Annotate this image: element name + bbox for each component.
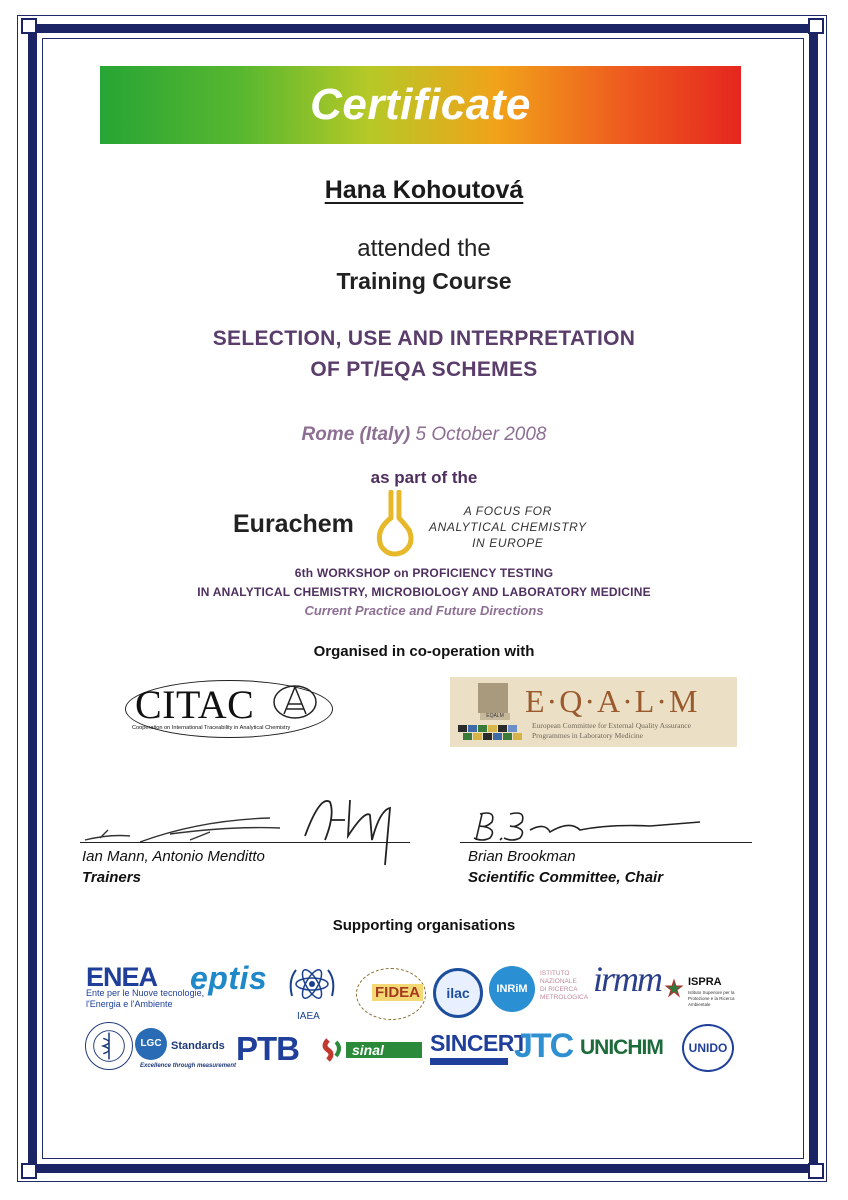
iaea-atom-icon xyxy=(286,960,338,1012)
lgc-standards-label: Standards xyxy=(171,1040,225,1052)
fidea-logo: FIDEA xyxy=(372,984,423,1001)
part-of-text: as part of the xyxy=(370,468,478,487)
eurachem-tagline-line-3: IN EUROPE xyxy=(472,536,544,550)
signatory-role-chair: Scientific Committee, Chair xyxy=(468,869,664,886)
enea-subtitle xyxy=(86,988,204,1010)
corner-ornament-bottom-left xyxy=(21,1163,37,1179)
eurachem-tagline-line-2: ANALYTICAL CHEMISTRY xyxy=(429,520,587,534)
ispra-logo: ISPRA xyxy=(688,976,722,988)
course-type: Training Course xyxy=(336,268,512,294)
corner-ornament-bottom-right xyxy=(808,1163,824,1179)
lgc-tagline: Excellence through measurement xyxy=(140,1063,237,1069)
citac-subtitle: Cooperation on International Traceability in Analytical Chemistry xyxy=(132,725,291,731)
cooperation-text: Organised in co-operation with xyxy=(313,643,535,660)
enea-logo: ENEA xyxy=(86,962,158,992)
course-date: 5 October 2008 xyxy=(410,424,547,445)
eqalm-subtitle xyxy=(532,721,732,741)
sincert-logo: SINCERT xyxy=(430,1030,528,1056)
course-title-line-1: SELECTION, USE AND INTERPRETATION xyxy=(212,327,636,350)
eqalm-logo xyxy=(450,677,737,747)
signature-line-chair xyxy=(460,842,752,843)
eqalm-subtitle-line-2: Programmes in Laboratory Medicine xyxy=(532,731,644,740)
eurachem-name: Eurachem xyxy=(233,510,354,538)
signatory-name-chair: Brian Brookman xyxy=(468,848,576,865)
inrim-subtitle-line-2: NAZIONALE xyxy=(540,978,577,985)
workshop-title: 6th WORKSHOP on PROFICIENCY TESTING xyxy=(294,566,554,580)
corner-ornament-top-left xyxy=(21,18,37,34)
signatory-name-trainers: Ian Mann, Antonio Menditto xyxy=(82,848,265,865)
ilac-logo: ilac xyxy=(433,968,483,1018)
sinal-logo-icon xyxy=(322,1034,424,1064)
jtc-logo: JTC xyxy=(514,1027,573,1065)
unido-logo: UNIDO xyxy=(682,1024,734,1072)
course-place-date xyxy=(0,424,848,446)
course-title-line-2: OF PT/EQA SCHEMES xyxy=(310,358,538,381)
flask-icon xyxy=(369,490,421,558)
ptb-logo: PTB xyxy=(236,1030,299,1067)
eptis-logo: eptis xyxy=(190,960,268,996)
lgc-logo: LGC xyxy=(135,1028,167,1060)
course-location: Rome (Italy) xyxy=(301,424,411,445)
eurachem-tagline xyxy=(429,503,587,551)
eqalm-subtitle-line-1: European Committee for External Quality Assurance xyxy=(532,721,691,730)
inrim-subtitle-line-3: DI RICERCA xyxy=(540,986,578,993)
workshop-subtitle: IN ANALYTICAL CHEMISTRY, MICROBIOLOGY AND LABORATORY MEDICINE xyxy=(197,585,651,599)
enea-subtitle-line-2: l'Energia e l'Ambiente xyxy=(86,999,173,1009)
globe-tower-icon xyxy=(272,684,318,720)
inrim-subtitle xyxy=(540,970,588,1002)
eurachem-logo xyxy=(231,490,611,560)
inrim-logo: INRiM xyxy=(489,966,535,1012)
inrim-subtitle-line-1: ISTITUTO xyxy=(540,970,570,977)
ispra-subtitle: Istituto Superiore per la Protezione e la Ricerca Ambientale xyxy=(688,990,735,1007)
citac-name: CITAC xyxy=(135,682,255,727)
course-title xyxy=(0,323,848,385)
irmm-logo: irmm xyxy=(593,959,662,999)
attended-text: attended the xyxy=(357,235,491,262)
citac-logo xyxy=(125,680,335,742)
iaea-label: IAEA xyxy=(297,1011,320,1022)
workshop-theme: Current Practice and Future Directions xyxy=(304,603,544,618)
inrim-subtitle-line-4: METROLOGICA xyxy=(540,994,589,1001)
sinal-logo-text: sinal xyxy=(352,1042,384,1058)
iss-seal-icon xyxy=(85,1022,133,1070)
italian-emblem-icon xyxy=(664,978,684,1000)
supporting-title: Supporting organisations xyxy=(332,917,516,934)
eqalm-emblem xyxy=(478,683,508,713)
certificate-banner xyxy=(100,66,741,144)
corner-ornament-top-right xyxy=(808,18,824,34)
eurachem-tagline-line-1: A FOCUS FOR xyxy=(463,504,552,518)
unichim-logo: UNICHIM xyxy=(580,1036,663,1059)
eqalm-name: E·Q·A·L·M xyxy=(525,683,700,719)
eqalm-tiles-icon xyxy=(458,725,528,741)
sincert-bar xyxy=(430,1058,508,1065)
certificate-title: Certificate xyxy=(310,80,531,129)
eqalm-emblem-label: EQALM xyxy=(480,713,510,720)
recipient-name: Hana Kohoutová xyxy=(324,176,524,204)
signature-line-trainers xyxy=(80,842,410,843)
enea-subtitle-line-1: Ente per le Nuove tecnologie, xyxy=(86,988,205,998)
signatory-role-trainers: Trainers xyxy=(82,869,141,886)
